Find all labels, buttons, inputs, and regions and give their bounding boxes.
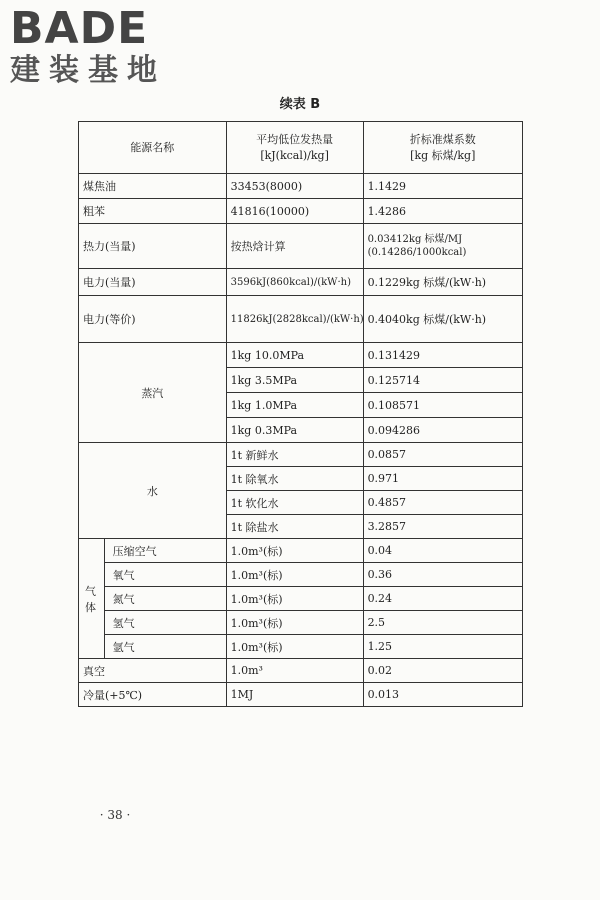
row-heat: 1.0m³(标) (226, 635, 363, 659)
water-group-label: 水 (79, 443, 227, 539)
row-heat: 41816(10000) (226, 199, 363, 224)
row-name: 电力(等价) (79, 296, 227, 343)
row-coef: 0.03412kg 标煤/MJ (0.14286/1000kcal) (363, 224, 522, 269)
table-row (79, 269, 523, 296)
table-row (79, 174, 523, 199)
row-name: 压缩空气 (104, 539, 226, 563)
header-heat-line2: [kJ(kcal)/kg] (260, 148, 329, 162)
row-coef: 0.4040kg 标煤/(kW·h) (363, 296, 522, 343)
logo-text-en: BADE (10, 3, 149, 54)
header-coef (363, 122, 522, 174)
steam-group-label: 蒸汽 (79, 343, 227, 443)
row-name: 氮气 (104, 587, 226, 611)
row-coef: 2.5 (363, 611, 522, 635)
header-coef-line1: 折标准煤系数 (409, 132, 476, 146)
row-heat: 1.0m³(标) (226, 587, 363, 611)
row-heat: 33453(8000) (226, 174, 363, 199)
table-header-row (79, 122, 523, 174)
row-name: 电力(当量) (79, 269, 227, 296)
row-coef: 0.1229kg 标煤/(kW·h) (363, 269, 522, 296)
row-coef: 1.25 (363, 635, 522, 659)
page-number: · 38 · (99, 808, 131, 822)
table-row (79, 659, 523, 683)
row-heat: 1.0m³(标) (226, 539, 363, 563)
row-coef: 0.04 (363, 539, 522, 563)
row-heat: 1t 新鲜水 (226, 443, 363, 467)
table-row (79, 199, 523, 224)
row-coef: 0.0857 (363, 443, 522, 467)
row-heat: 按热焓计算 (226, 224, 363, 269)
header-heat (226, 122, 363, 174)
table-row (79, 563, 523, 587)
row-heat: 1t 除氧水 (226, 467, 363, 491)
row-heat: 1.0m³(标) (226, 563, 363, 587)
row-heat: 1kg 3.5MPa (226, 368, 363, 393)
brand-logo (10, 3, 190, 88)
row-heat: 11826kJ(2828kcal)/(kW·h) (226, 296, 363, 343)
table-title: 续表 B (279, 97, 321, 112)
row-coef: 0.131429 (363, 343, 522, 368)
row-coef: 1.4286 (363, 199, 522, 224)
table-row (79, 443, 523, 467)
row-heat: 1kg 1.0MPa (226, 393, 363, 418)
table-row (79, 635, 523, 659)
table-row (79, 611, 523, 635)
row-heat: 1t 软化水 (226, 491, 363, 515)
header-coef-line2: [kg 标煤/kg] (410, 148, 476, 162)
row-coef: 0.36 (363, 563, 522, 587)
row-coef: 0.971 (363, 467, 522, 491)
table-row (79, 587, 523, 611)
header-heat-line1: 平均低位发热量 (256, 132, 334, 146)
row-heat: 3596kJ(860kcal)/(kW·h) (226, 269, 363, 296)
row-heat: 1.0m³(标) (226, 611, 363, 635)
table-row (79, 296, 523, 343)
row-coef: 0.094286 (363, 418, 522, 443)
table-row (79, 539, 523, 563)
row-name: 真空 (79, 659, 227, 683)
row-coef: 0.02 (363, 659, 522, 683)
row-coef: 0.125714 (363, 368, 522, 393)
row-name: 氢气 (104, 611, 226, 635)
row-coef: 0.013 (363, 683, 522, 707)
energy-conversion-table (78, 121, 523, 707)
row-heat: 1kg 10.0MPa (226, 343, 363, 368)
row-name: 粗苯 (79, 199, 227, 224)
row-coef: 0.4857 (363, 491, 522, 515)
row-coef: 1.1429 (363, 174, 522, 199)
gas-group-label: 气体 (79, 539, 105, 659)
row-heat: 1MJ (226, 683, 363, 707)
row-coef: 0.108571 (363, 393, 522, 418)
header-name: 能源名称 (79, 122, 227, 174)
row-name: 热力(当量) (79, 224, 227, 269)
row-heat: 1t 除盐水 (226, 515, 363, 539)
row-name: 冷量(+5℃) (79, 683, 227, 707)
logo-text-zh: 建装基地 (10, 53, 166, 88)
row-name: 氩气 (104, 635, 226, 659)
row-coef: 3.2857 (363, 515, 522, 539)
row-name: 氧气 (104, 563, 226, 587)
row-name: 煤焦油 (79, 174, 227, 199)
row-heat: 1kg 0.3MPa (226, 418, 363, 443)
row-heat: 1.0m³ (226, 659, 363, 683)
row-coef: 0.24 (363, 587, 522, 611)
table-row (79, 343, 523, 368)
table-row (79, 683, 523, 707)
table-row (79, 224, 523, 269)
